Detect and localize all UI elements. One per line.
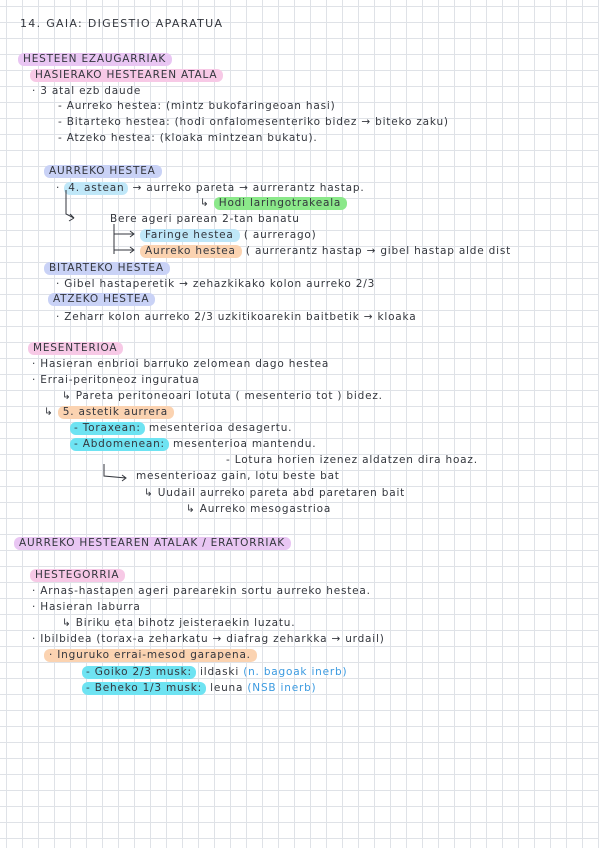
- note-line: · Ibilbidea (torax-a zeharkatu → diafrag zeharkka → urdail): [32, 633, 385, 645]
- arrow-icon: [114, 231, 134, 237]
- note-line: · Gibel hastaperetik → zehazkikako kolon aurreko 2/3: [56, 278, 376, 290]
- note-line: - Aurreko hestea: (mintz bukofaringeoan hasi): [58, 100, 336, 112]
- note-text: mesenterioa desagertu.: [148, 422, 293, 434]
- note-annotation: (NSB inerb): [247, 682, 317, 694]
- heading-aurreko-hestearen-atalak: AURREKO HESTEAREN ATALAK / ERATORRIAK: [14, 537, 291, 550]
- note-line: mesenterioaz gain, lotu beste bat: [136, 470, 340, 482]
- note-line: ↳ Uudail aurreko pareta abd paretaren bait: [144, 487, 406, 499]
- note-line: · 3 atal ezb daude: [32, 85, 142, 97]
- note-highlight: Hodi laringotrakeala: [214, 197, 347, 210]
- note-annotation: (n. bagoak inerb): [243, 666, 348, 678]
- note-line: · Hasieran enbrioi barruko zelomean dago hestea: [32, 358, 330, 370]
- note-line: · Hasieran laburra: [32, 601, 141, 613]
- note-line: - Atzeko hestea: (kloaka mintzean bukatu).: [58, 132, 318, 144]
- note-highlight: Faringe hestea: [140, 229, 240, 242]
- note-highlight: 4. astean: [64, 182, 128, 195]
- note-text: ( aurrerantz hastap → gibel hastap alde dist: [245, 245, 512, 257]
- connector-line: [66, 190, 74, 218]
- note-line: · Zeharr kolon aurreko 2/3 uzkitikoarekin baitbetik → kloaka: [56, 311, 417, 323]
- note-text: → aurreko pareta → aurrerantz hastap.: [132, 182, 365, 194]
- arrow-icon: ↳: [200, 197, 210, 209]
- heading-atzeko-hestea: ATZEKO HESTEA: [48, 293, 155, 306]
- heading-mesenterioa: MESENTERIOA: [28, 342, 123, 355]
- note-highlight: - Abdomenean:: [70, 438, 169, 451]
- note-highlight: 5. astetik aurrera: [58, 406, 174, 419]
- heading-aurreko-hestea: AURREKO HESTEA: [44, 165, 162, 178]
- note-highlight: - Beheko 1/3 musk:: [82, 682, 206, 695]
- note-line: · Errai-peritoneoz inguratua: [32, 374, 200, 386]
- note-text: leuna: [210, 682, 244, 694]
- note-highlight: - Goiko 2/3 musk:: [82, 666, 196, 679]
- bullet: ·: [56, 182, 61, 194]
- heading-hesteen-ezaugarriak: HESTEEN EZAUGARRIAK: [18, 53, 172, 66]
- note-highlight: Aurreko hestea: [140, 245, 242, 258]
- heading-hasierako-hestearen-atala: HASIERAKO HESTEAREN ATALA: [30, 69, 223, 82]
- note-line: - Lotura horien izenez aldatzen dira hoaz.: [226, 454, 478, 466]
- note-line: ↳ Biriku eta bihotz jeisteraekin luzatu.: [62, 617, 296, 629]
- arrow-icon: ↳: [44, 406, 54, 418]
- note-text: ildaski: [200, 666, 240, 678]
- note-highlight: · Inguruko errai-mesod garapena.: [44, 649, 257, 662]
- note-text: - Bitarteko hestea: (hodi onfalomesenteriko bidez: [58, 116, 358, 128]
- arrow-icon: [114, 247, 134, 253]
- arrow-icon: [69, 214, 74, 221]
- note-line: · Arnas-hastapen ageri parearekin sortu aurreko hestea.: [32, 585, 371, 597]
- page-title: 14. GAIA: DIGESTIO APARATUA: [20, 17, 224, 30]
- heading-bitarteko-hestea: BITARTEKO HESTEA: [44, 262, 170, 275]
- note-line: Bere ageri parean 2-tan banatu: [110, 213, 300, 225]
- note-text: mesenterioa mantendu.: [173, 438, 317, 450]
- note-highlight: - Toraxean:: [70, 422, 145, 435]
- arrow-icon: [104, 464, 126, 481]
- note-line: ↳ Aurreko mesogastrioa: [186, 503, 332, 515]
- note-line: ↳ Pareta peritoneoari lotuta ( mesenterio tot ) bidez.: [62, 390, 383, 402]
- note-text: ( aurrerago): [243, 229, 317, 241]
- heading-hestegorria: HESTEGORRIA: [30, 569, 125, 582]
- note-text: → biteko zaku): [361, 116, 449, 128]
